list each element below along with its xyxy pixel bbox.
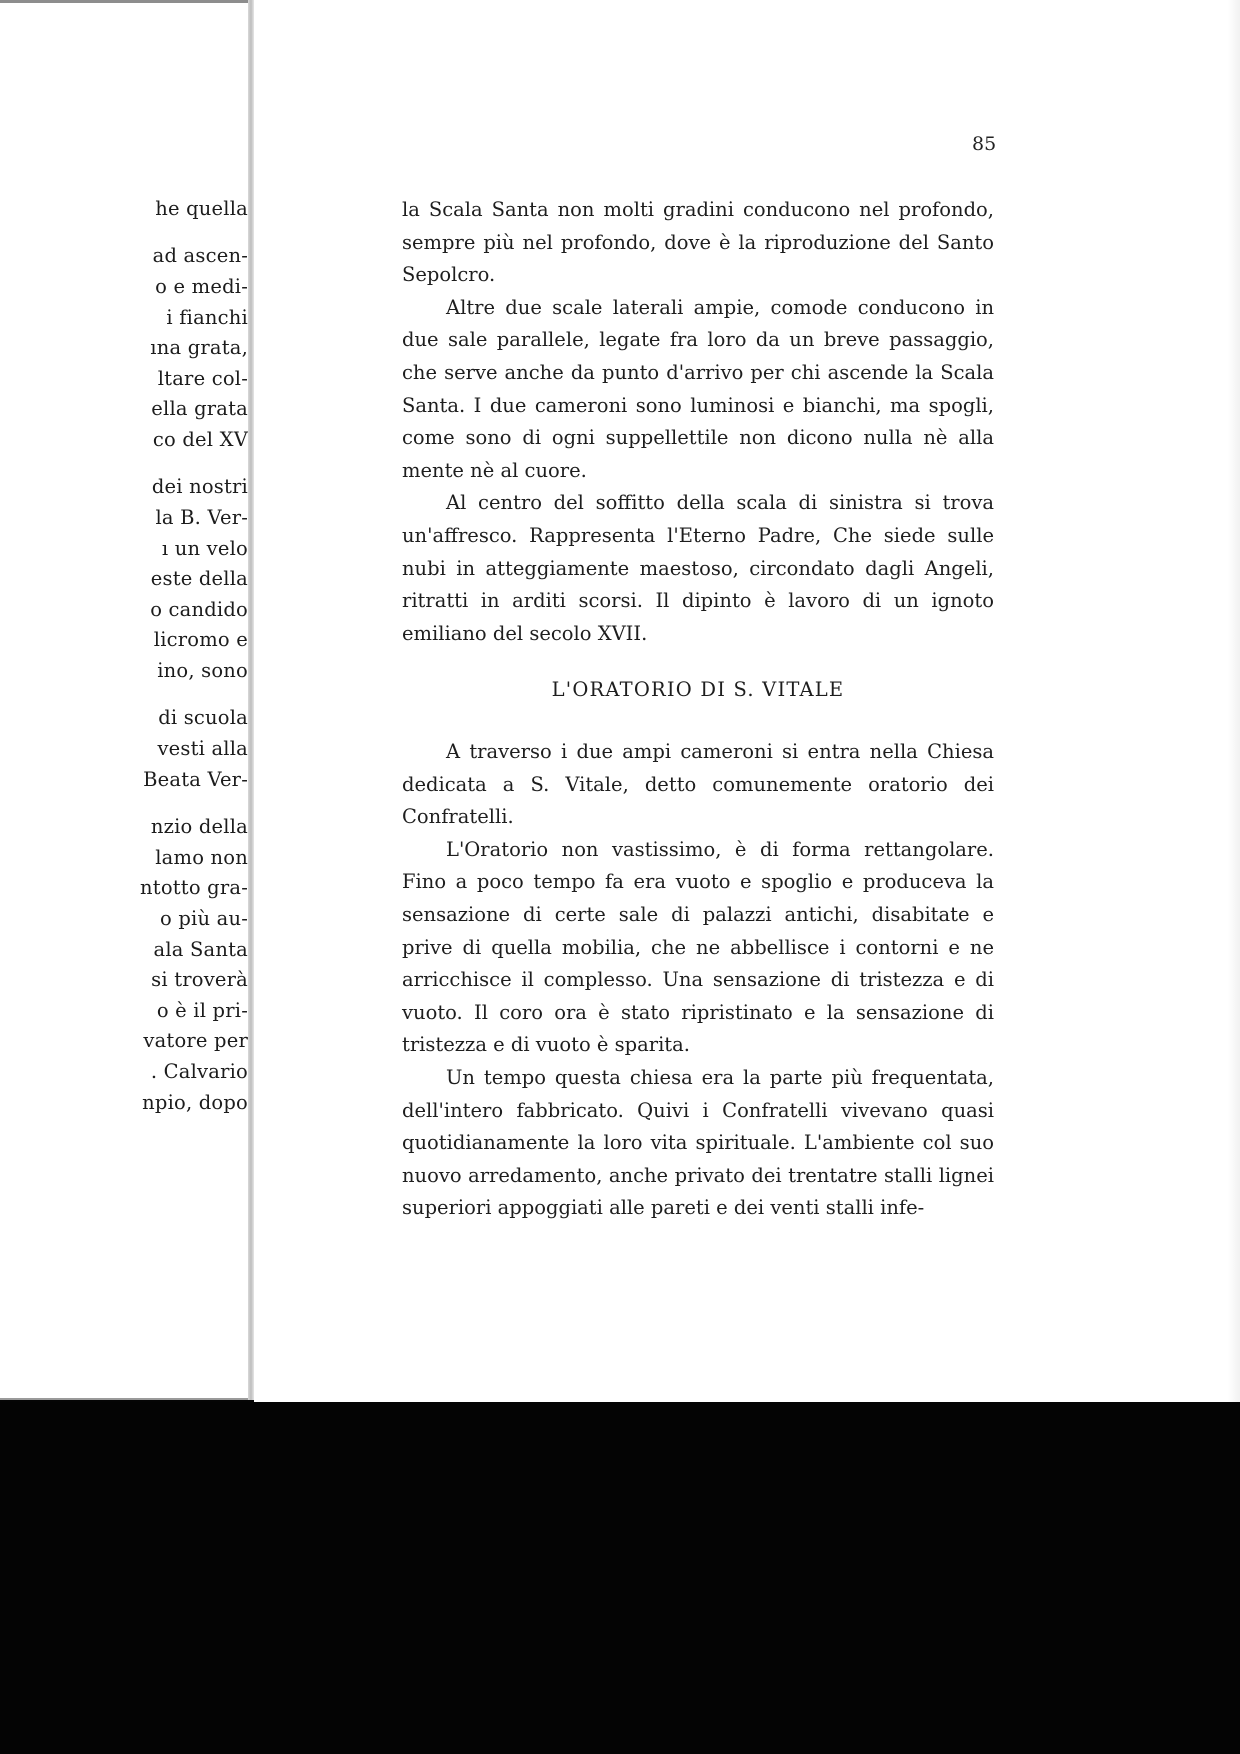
left-page-line: nzio della (150, 815, 248, 839)
left-page-line: o più au- (160, 906, 248, 930)
left-page-line: . Calvario (150, 1059, 248, 1083)
left-page-line: ntotto gra- (140, 876, 248, 900)
left-page-line: ino, sono (157, 659, 248, 683)
paragraph: A traverso i due ampi cameroni si entra nella Chiesa dedicata a S. Vitale, detto comunemente oratorio dei Confratelli. (402, 740, 994, 829)
left-page-line: co del XV (152, 428, 248, 452)
paragraph: Altre due scale laterali ampie, comode conducono in due sale parallele, legate fra loro da un breve passaggio, che serve anche da punto d'arrivo per chi ascende la Scala Santa. I due cameroni sono luminosi e bianchi, ma spogli, come sono di ogni suppellettile non dicono nulla nè alla mente nè al cuore. (402, 295, 994, 482)
left-page-line: este della (150, 567, 248, 591)
left-page-line: lamo non (155, 845, 248, 869)
paragraph: la Scala Santa non molti gradini conducono nel profondo, sempre più nel profondo, dove è la riproduzione del Santo Sepolcro. (402, 198, 994, 287)
section-heading: L'ORATORIO DI S. VITALE (551, 678, 845, 701)
left-page-line: la B. Ver- (155, 506, 248, 530)
paragraph: L'Oratorio non vastissimo, è di forma rettangolare. Fino a poco tempo fa era vuoto e spoglio e produceva la sensazione di certe sale di palazzi antichi, disabitate e prive di quella mobilia, che ne abbellisce i contorni e ne arricchisce il complesso. Una sensazione di tristezza e di vuoto. Il coro ora è stato ripristinato e la sensazione di tristezza e di vuoto è sparita. (402, 837, 994, 1057)
left-page-top-edge (0, 0, 252, 3)
left-page-line: ad ascen- (152, 244, 248, 268)
body-text-lower (402, 736, 994, 1225)
left-page-line: i fianchi (166, 305, 248, 329)
left-page-line: ella grata (151, 397, 248, 421)
left-page-line: licromo e (153, 628, 248, 652)
left-page-line: o candido (150, 597, 248, 621)
left-page-line: npio, dopo (142, 1090, 248, 1114)
left-page-line: o e medi- (155, 275, 248, 299)
left-page-line: vesti alla (157, 737, 248, 761)
left-page-line: dei nostri (151, 475, 248, 499)
paragraph: Al centro del soffitto della scala di sinistra si trova un'affresco. Rappresenta l'Eterno Padre, Che siede sulle nubi in atteggiamente maestoso, circondato dagli Angeli, ritratti in arditi scorsi. Il dipinto è lavoro di un ignoto emiliano del secolo XVII. (402, 491, 994, 645)
left-page-line: di scuola (158, 706, 248, 730)
left-page-fragment (0, 0, 252, 1400)
left-page-line: Beata Ver- (143, 767, 248, 791)
left-page-line: si troverà (151, 968, 248, 992)
left-page-line: ına grata, (150, 336, 248, 360)
left-page-line: ala Santa (153, 937, 248, 961)
left-page-line: ı un velo (161, 536, 248, 560)
body-text-upper (402, 194, 994, 650)
left-page-line: o è il pri- (156, 998, 248, 1022)
right-page-edge (1228, 0, 1240, 1410)
left-page-line: ltare col- (157, 366, 248, 390)
left-page-line: he quella (155, 197, 248, 220)
paragraph: Un tempo questa chiesa era la parte più frequentata, dell'intero fabbricato. Quivi i Confratelli vivevano quasi quotidianamente la loro vita spirituale. L'ambiente col suo nuovo arredamento, anche privato dei trentatre stalli lignei superiori appoggiati alle pareti e dei venti stalli infe- (402, 1065, 994, 1220)
right-page (254, 0, 1240, 1410)
left-page-line: vatore per (143, 1029, 248, 1053)
page-number: 85 (972, 133, 997, 155)
scanner-background (0, 1402, 1240, 1754)
